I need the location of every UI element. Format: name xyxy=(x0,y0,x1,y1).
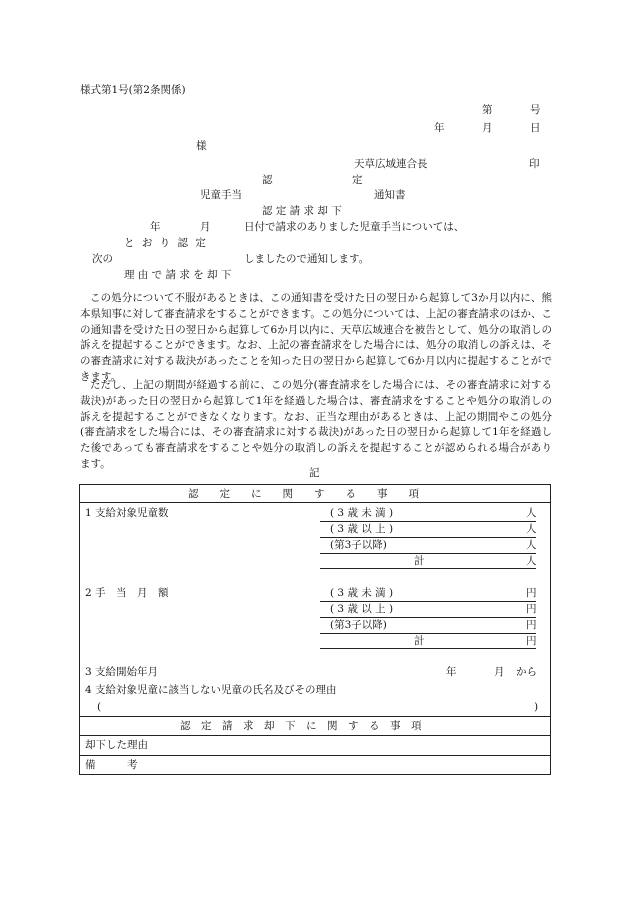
item4-open-paren: ( xyxy=(97,701,102,713)
body-suffix-notice: しましたので通知します。 xyxy=(244,253,370,265)
item3-label: 3 支給開始年月 xyxy=(85,666,159,678)
item1-row-unit: 人 xyxy=(526,523,537,535)
item3-year: 年 xyxy=(446,666,457,678)
number-go: 号 xyxy=(530,104,541,116)
item1-row-label: (第3子以降) xyxy=(330,539,387,551)
table-divider xyxy=(79,755,551,756)
underline xyxy=(320,568,536,569)
body-prefix-next: 次の xyxy=(92,253,113,265)
underline xyxy=(320,537,536,538)
item1-row-unit: 人 xyxy=(526,507,537,519)
seal-mark: 印 xyxy=(529,158,540,170)
title-upper-tei: 定 xyxy=(352,174,363,186)
item2-row-label: (第3子以降) xyxy=(330,619,387,631)
body-date-suffix: 日付で請求のありました児童手当については、 xyxy=(244,221,465,233)
item1-row-label: ( 3 歳 以 上 ) xyxy=(330,523,394,535)
item4-label: 4 支給対象児童に該当しない児童の氏名及びその理由 xyxy=(85,684,337,696)
item2-row-label: ( 3 歳 以 上 ) xyxy=(330,603,394,615)
item3-from: から xyxy=(516,666,537,678)
title-upper-nin: 認 xyxy=(262,174,273,186)
underline xyxy=(320,633,536,634)
rejection-reason-label: 却下した理由 xyxy=(85,739,148,751)
number-dai: 第 xyxy=(482,104,493,116)
date-day: 日 xyxy=(530,122,541,134)
item2-row-label: ( 3 歳 未 満 ) xyxy=(330,587,394,599)
body-date-month: 月 xyxy=(200,221,211,233)
item2-row-unit: 円 xyxy=(526,603,537,615)
underline xyxy=(320,553,536,554)
title-middle: 認 定 請 求 却 下 xyxy=(262,205,342,217)
ki-marker: 記 xyxy=(309,467,320,479)
table-divider xyxy=(79,502,551,503)
item2-total-unit: 円 xyxy=(526,635,537,647)
table-header-approval: 認 定 に 関 す る 事 項 xyxy=(188,488,419,500)
notice-paragraph-2: ただし、上記の期間が経過する前に、この処分(審査請求をした場合には、その審査請求に対する裁決)があった日の翌日から起算して1年を経過した場合は、審査請求をすることや処分の取消しの訴えを提起することができなくなります。なお、正当な理由があるときは、上記の期間やこの処分(審査請求をした場合には、その審査請求に対する裁決)があった日の翌日から起算して1年を経過した後であっても審査請求をすることや処分の取消しの訴えを提起することが認められる場合があります。 xyxy=(80,379,552,470)
date-month: 月 xyxy=(482,122,493,134)
title-left: 児童手当 xyxy=(200,189,242,201)
title-right: 通知書 xyxy=(374,189,406,201)
item1-row-unit: 人 xyxy=(526,539,537,551)
item4-close-paren: ) xyxy=(534,701,539,713)
body-date-year: 年 xyxy=(150,221,161,233)
issuer: 天草広域連合長 xyxy=(354,158,428,170)
item1-total-unit: 人 xyxy=(526,555,537,567)
notice-paragraph-1: この処分について不服があるときは、この通知書を受けた日の翌日から起算して3か月以内に、熊本県知事に対して審査請求をすることができます。この処分については、上記の審査請求のほか、この通知書を受けた日の翌日から起算して6か月以内に、天草広域連合を被告として、処分の取消しの訴えを提起することができます。なお、上記の審査請求をした場合には、処分の取消しの訴えは、その審査請求に対する裁決があったことを知った日の翌日から起算して6か月以内に提起することができます。 xyxy=(80,292,552,383)
table-divider xyxy=(79,735,551,736)
item3-month: 月 xyxy=(494,666,505,678)
body-option-upper: と お り 認 定 xyxy=(124,237,208,249)
item1-total-label: 計 xyxy=(414,555,425,567)
date-year: 年 xyxy=(434,122,445,134)
body-option-lower: 理 由 で 請 求 を 却 下 xyxy=(124,269,232,281)
item2-row-unit: 円 xyxy=(526,587,537,599)
underline xyxy=(320,601,536,602)
table-divider xyxy=(79,716,551,717)
underline xyxy=(320,648,536,649)
item1-label: 1 支給対象児童数 xyxy=(85,507,169,519)
item2-total-label: 計 xyxy=(414,635,425,647)
recipient-suffix: 様 xyxy=(196,140,207,152)
table-header-rejection: 認 定 請 求 却 下 に 関 す る 事 項 xyxy=(180,720,422,732)
form-label: 様式第1号(第2条関係) xyxy=(80,84,186,96)
item2-row-unit: 円 xyxy=(526,619,537,631)
underline xyxy=(320,521,536,522)
underline xyxy=(320,617,536,618)
remarks-label: 備 考 xyxy=(85,759,138,771)
item1-row-label: ( 3 歳 未 満 ) xyxy=(330,507,394,519)
item2-label: 2 手 当 月 額 xyxy=(85,587,169,599)
